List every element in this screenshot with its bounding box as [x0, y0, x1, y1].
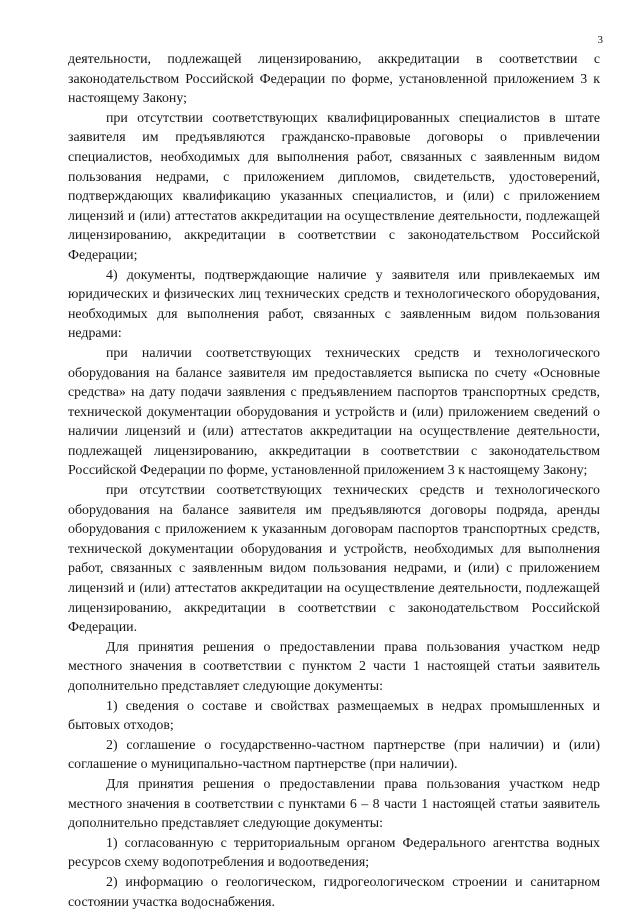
- paragraph-4: при наличии соответствующих технических средств и технологического оборудования на балансе заявителя им предоставляется выписка по счету «Основные средства» на дату подачи заявления с предъявлением паспортов транспортных средств, технической документации оборудования и устройств и (или) приложением сведений о наличии лицензий и (или) аттестатов аккредитации на осуществление деятельности, подлежащей лицензированию, аккредитации в соответствии с законодательством Российской Федерации по форме, установленной приложением 3 к настоящему Закону;: [68, 345, 600, 479]
- paragraph-5: при отсутствии соответствующих технических средств и технологического оборудования на балансе заявителя им предъявляются договоры подряда, аренды оборудования с приложением к указанным договорам паспортов транспортных средств, технической документации оборудования и устройств, необходимых для выполнения работ, связанных с заявленным видом пользования недрами, и (или) с приложением лицензий и (или) аттестатов аккредитации на осуществление деятельности, подлежащей лицензированию, аккредитации в соответствии с законодательством Российской Федерации.: [68, 483, 600, 636]
- paragraph-1: деятельности, подлежащей лицензированию, аккредитации в соответствии с законодательством Российской Федерации по форме, установленной приложением 3 к настоящему Закону;: [68, 52, 600, 107]
- paragraph-9: Для принятия решения о предоставлении права пользования участком недр местного значения в соответствии с пунктами 6 – 8 части 1 настоящей статьи заявитель дополнительно представляет следующие документы:: [68, 776, 600, 832]
- page-number: 3: [597, 34, 603, 46]
- paragraph-6: Для принятия решения о предоставлении права пользования участком недр местного значения в соответствии с пунктом 2 части 1 настоящей статьи заявитель дополнительно представляет следующие документы:: [68, 639, 600, 694]
- paragraph-8: 2) соглашение о государственно-частном партнерстве (при наличии) и (или) соглашение о муниципально-частном партнерстве (при наличии).: [68, 737, 600, 773]
- document-body: [68, 50, 600, 912]
- paragraph-7: 1) сведения о составе и свойствах размещаемых в недрах промышленных и бытовых отходов;: [68, 698, 600, 734]
- paragraph-10: 1) согласованную с территориальным органом Федерального агентства водных ресурсов схему водопотребления и водоотведения;: [68, 835, 600, 871]
- paragraph-2: при отсутствии соответствующих квалифицированных специалистов в штате заявителя им предъявляются гражданско-правовые договоры о привлечении специалистов, необходимых для выполнения работ, связанных с заявленным видом пользования недрами, с приложением дипломов, свидетельств, удостоверений, подтверждающих квалификацию указанных специалистов, и (или) с приложением лицензий и (или) аттестатов аккредитации на осуществление деятельности, подлежащей лицензированию, аккредитации в соответствии с законодательством Российской Федерации;: [68, 110, 600, 263]
- paragraph-3: 4) документы, подтверждающие наличие у заявителя или привлекаемых им юридических и физических лиц технических средств и технологического оборудования, необходимых для выполнения работ, связанных с заявленным видом пользования недрами:: [68, 267, 600, 342]
- paragraph-11: 2) информацию о геологическом, гидрогеологическом строении и санитарном состоянии участка водоснабжения.: [68, 874, 600, 910]
